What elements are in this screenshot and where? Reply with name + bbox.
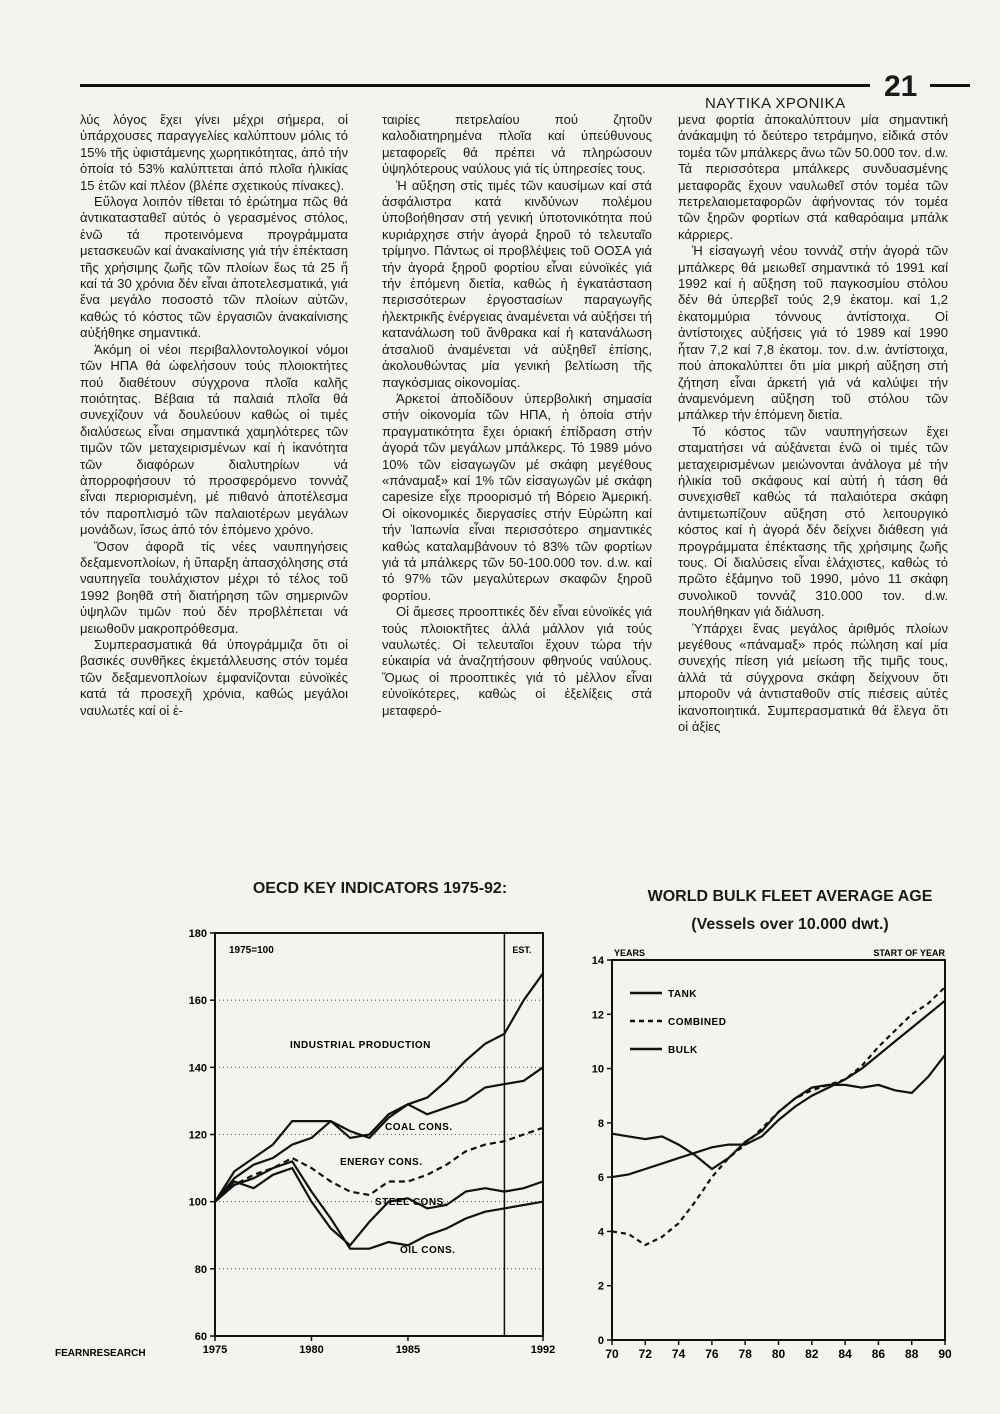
paragraph: Ἀκόμη οἱ νέοι περιβαλλοντολογικοί νόμοι τῶν ΗΠΑ θά ὠφελήσουν τούς πλοιοκτήτες πού διαθέτουν σύγχρονα πλοῖα καλῆς ποιότητας. Βέβαια τά παλαιά πλοῖα θά συνεχίζουν νά δουλεύουν καθώς οἱ τιμές διαλύσεως εἶναι σημαντικά χαμηλότερες τῶν τιμῶν τῶν μεταχειρισμένων καί ἡ ἱκανότητα τῶν διαφόρων διαλυτηρίων νά ἀπορροφήσουν τό προσφερόμενο τοννάζ εἶναι περιορισμένη, μέ πιθανό ἀποτέλεσμα τόν παροπλισμό τῶν παλαιοτέρων μεγάλων μονάδων, ἴσως ἀπό τόν ἑπόμενο χρόνο. xyxy=(80,341,348,538)
series-label: INDUSTRIAL PRODUCTION xyxy=(290,1040,431,1051)
source-label: FEARNRESEARCH xyxy=(55,1348,146,1359)
y-tick-label: 160 xyxy=(188,995,207,1008)
y-tick-label: 12 xyxy=(591,1009,604,1022)
chart2-subtitle: (Vessels over 10.000 dwt.) xyxy=(691,916,889,933)
y-tick-label: 8 xyxy=(597,1117,604,1130)
paragraph: Τό κόστος τῶν ναυπηγήσεων ἔχει σταματήσει νά αὐξάνεται ἐνῶ οἱ τιμές τῶν μεταχειρισμένων μειώνονται ἀνάλογα μέ τήν ἡλικία τοῦ σκάφους καί αὐτή ἡ τάση θά συνεχισθεῖ καθώς τά παλαιότερα σκάφη ἀντιμετωπίζουν αὔξηση στό λειτουργικό κόστος καί ἡ ἀγορά δέν δείχνει διάθεση γιά προγράμματα ἐπέκτασης τῆς χρήσιμης ζωῆς τους. Οἱ διαλύσεις εἶναι ἐλάχιστες, καθώς τό πρῶτο ἑξάμηνο τοῦ 1990, μόνο 11 σκάφη συνολικοῦ τοννάζ 310.000 τον. d.w. πουλήθηκαν γιά διάλυση. xyxy=(678,423,948,620)
y-tick-label: 2 xyxy=(597,1280,604,1293)
series-line-combined xyxy=(612,987,945,1245)
x-tick-label: 74 xyxy=(671,1347,686,1361)
legend-label: COMBINED xyxy=(668,1017,727,1028)
legend-label: BULK xyxy=(668,1045,698,1056)
series-label: OIL CONS. xyxy=(400,1245,456,1256)
plot-frame xyxy=(612,960,945,1340)
y-tick-label: 60 xyxy=(194,1331,207,1343)
y-tick-label: 10 xyxy=(591,1063,604,1076)
y-tick-label: 140 xyxy=(188,1062,207,1075)
y-axis-label: YEARS xyxy=(614,948,646,958)
x-tick-label: 72 xyxy=(638,1347,652,1361)
paragraph: μενα φορτία ἀποκαλύπτουν μία σημαντική ἀνάκαμψη τό δεύτερο τετράμηνο, εἰδικά στόν τομέα τῶν μπάλκερς ἄνω τῶν 50.000 τον. d.w. Τά περισσότερα μπάλκερς συνδυασμένης μεταφορᾶς ἔχουν ναυλωθεῖ στόν τομέα τῶν πετρελαιομεταφορῶν ἀφήνοντας τόν τομέα τῶν ξηρῶν φορτίων στά καθαρόαιμα μπάλκ κάρριερς. xyxy=(678,112,948,242)
x-tick-label: 88 xyxy=(905,1347,919,1361)
page-number: 21 xyxy=(884,70,918,103)
y-tick-label: 80 xyxy=(194,1263,207,1276)
x-axis-note: START OF YEAR xyxy=(873,948,945,958)
y-tick-label: 100 xyxy=(188,1196,207,1209)
x-tick-label: 78 xyxy=(738,1347,752,1361)
series-label: COAL CONS. xyxy=(385,1122,453,1133)
x-tick-label: 86 xyxy=(871,1347,886,1361)
y-tick-label: 120 xyxy=(188,1129,207,1142)
series-line-bulk xyxy=(612,1001,945,1177)
y-tick-label: 4 xyxy=(597,1226,604,1239)
x-tick-label: 1980 xyxy=(299,1344,324,1356)
paragraph: Οἱ ἄμεσες προοπτικές δέν εἶναι εὐνοϊκές γιά τούς πλοιοκτῆτες ἀλλά μάλλον γιά τούς ναυλωτές. Οἱ τελευταῖοι ἔχουν τώρα τήν εὐκαιρία νά ἀναζητήσουν φθηνούς ναύλους. Ὅμως οἱ προοπτικές γιά τό μέλλον εἶναι εὐνοϊκότερες, καθώς οἱ ἐξελίξεις στά μεταφερό- xyxy=(382,604,652,718)
x-tick-label: 1992 xyxy=(530,1344,556,1356)
paragraph: ταιρίες πετρελαίου πού ζητοῦν καλοδιατηρημένα πλοῖα καί ὑπεύθυνους μεταφορεῖς θά πρέπει νά πληρώσουν ὑψηλότερους ναύλους γιά τίς ὑπηρεσίες τους. xyxy=(382,112,652,177)
x-tick-label: 80 xyxy=(771,1347,786,1361)
index-note: 1975=100 xyxy=(229,945,274,956)
journal-title: ΝΑΥΤΙΚΑ ΧΡΟΝΙΚΑ xyxy=(705,95,846,112)
x-tick-label: 84 xyxy=(838,1347,852,1361)
x-tick-label: 1985 xyxy=(395,1344,421,1356)
chart1-title: OECD KEY INDICATORS 1975-92: xyxy=(252,880,508,897)
y-tick-label: 180 xyxy=(188,928,207,940)
paragraph: Συμπερασματικά θά ὑπογράμμιζα ὅτι οἱ βασικές συνθῆκες ἐκμετάλλευσης στόν τομέα τῶν δεξαμενοπλοίων ἐμφανίζονται εὐνοϊκές κατά τά προσεχῆ χρόνια, καθώς μεγάλοι ναυλωτές καί οἱ ἑ- xyxy=(80,637,348,718)
paragraph: Ἡ εἰσαγωγή νέου τοννάζ στήν ἀγορά τῶν μπάλκερς θά μειωθεῖ σημαντικά τό 1991 καί 1992 καί ἡ αὔξηση τοῦ παγκοσμίου στόλου δέν θά ὑπερβεῖ τούς 2,9 ἑκατομ. καί 1,2 ἑκατομμύρια τόννους ἀντίστοιχα. Οἱ ἀντίστοιχες αὐξήσεις γιά τό 1989 καί 1990 ἦταν 7,2 καί 7,8 ἑκατομ. τον. d.w. ἀντίστοιχα, πού ἀποκαλύπτει ὅτι μία μικρή αὔξηση στή ζήτηση εἶναι ἀρκετή γιά νά καλύψει τήν ἀναμενόμενη αὔξηση τοῦ στόλου τῶν μπάλκερ τήν ἑπόμενη διετία. xyxy=(678,243,948,423)
series-label: ENERGY CONS. xyxy=(340,1157,423,1168)
paragraph: λύς λόγος ἔχει γίνει μέχρι σήμερα, οἱ ὑπάρχουσες παραγγελίες καλύπτουν μόλις τό 15% τῆς ὑφιστάμενης χωρητικότητας, ἀπό τήν ὁποία τό 53% καλύπτεται ἀπό πλοῖα ἡλικίας 15 ἐτῶν καί πλέον (βλέπε σχετικούς πίνακες). xyxy=(80,112,348,193)
y-tick-label: 6 xyxy=(597,1172,604,1185)
x-tick-label: 90 xyxy=(938,1347,952,1361)
series-label: STEEL CONS. xyxy=(375,1197,447,1208)
y-tick-label: 14 xyxy=(591,955,604,967)
x-tick-label: 76 xyxy=(705,1347,719,1361)
paragraph: Ὑπάρχει ἕνας μεγάλος ἀριθμός πλοίων μεγέθους «πάναμαξ» πρός πώληση καί μία συνεχής πίεση γιά μείωση τῆς τιμῆς τους, ἀλλά τά σύγχρονα σκάφη δείχνουν ὅτι μποροῦν νά ἀντισταθοῦν στίς πιέσεις αὐτές ἱκανοποιητικά. Συμπερασματικά θά ἔλεγα ὅτι οἱ ἀξίες xyxy=(678,620,948,735)
paragraph: Ἀρκετοί ἀποδίδουν ὑπερβολική σημασία στήν οἰκονομία τῶν ΗΠΑ, ἡ ὁποία στήν πραγματικότητα ἔχει ὁριακή ἐπίδραση στήν ἀγορά τῶν μεγάλων μπάλκερς. Τό 1989 μόνο 10% τῶν εἰσαγωγῶν μέ σκάφη μεγέθους «πάναμαξ» καί 1% τῶν εἰσαγωγῶν μέ σκάφη capesize εἶχε προορισμό τή Βόρειο Ἀμερική. Οἱ οἰκονομικές διεργασίες στήν Εὐρώπη καί τήν Ἰαπωνία εἶναι περισσότερο σημαντικές καθώς καταλαμβάνουν τό 83% τῶν φορτίων γιά τά μπάλκερς τῶν 50-100.000 τον. d.w. καί τό 97% τῶν μεγαλύτερων σκαφῶν ξηροῦ φορτίου. xyxy=(382,390,652,603)
chart2-title: WORLD BULK FLEET AVERAGE AGE xyxy=(647,888,933,905)
paragraph: Ἡ αὔξηση στίς τιμές τῶν καυσίμων καί στά ἀσφάλιστρα κατά κινδύνων πολέμου ὑποβοήθησαν στή γενική ὑποτονικότητα πού κυριάρχησε στήν ἀγορά ξηροῦ τό τελευταῖο τρίμηνο. Πάντως οἱ προβλέψεις τοῦ ΟΟΣΑ γιά τήν ἀγορά ξηροῦ φορτίου εἶναι εὐνοϊκές γιά τήν ἑπόμενη διετία, καθώς ἡ ἐγκατάσταση περισσότερων ἐργοστασίων παραγωγῆς ἠλεκτρικῆς ἐνέργειας ἀναμένεται νά αὐξήσει τή κατανάλωση τοῦ ἄνθρακα καί ἡ κατανάλωση ἀτσαλιοῦ ἀναμένεται νά αὐξηθεῖ ἐπίσης, ἀκολουθώντας μία γενική βελτίωση τῆς παγκόσμιας οἰκονομίας. xyxy=(382,177,652,390)
paragraph: Εὔλογα λοιπόν τίθεται τό ἐρώτημα πῶς θά ἀντικατασταθεῖ αὐτός ὁ γερασμένος στόλος, ἐνῶ τά προτεινόμενα προγράμματα μετασκευῶν καί ἀνακαίνισης γιά τήν ἐπέκταση τῆς χρήσιμης ζωῆς τῶν πλοίων ἕως τά 25 ἤ καί τά 30 χρόνια δέν εἶναι ἀποτελεσματικά, γιά ἕνα μεγάλο ποσοστό τῶν πλοίων αὐτῶν, καθώς τό κόστος τῶν ἐργασιῶν ἀνακαίνισης αὐξήθηκε σημαντικά. xyxy=(80,194,348,341)
x-tick-label: 1975 xyxy=(202,1344,228,1356)
legend-label: TANK xyxy=(668,989,698,1000)
y-tick-label: 0 xyxy=(597,1335,604,1347)
estimate-label: EST. xyxy=(512,945,532,955)
x-tick-label: 70 xyxy=(605,1347,619,1361)
paragraph: Ὅσον ἀφορᾶ τίς νέες ναυπηγήσεις δεξαμενοπλοίων, ἡ ὕπαρξη ἀπασχόλησης στά ναυπηγεῖα τουλάχιστον μέχρι τό τέλος τοῦ 1992 βοηθᾶ στή διατήρηση τῶν σημερινῶν ὑψηλῶν τιμῶν πού δέν προβλέπεται νά μειωθοῦν μακροπρόθεσμα. xyxy=(80,538,348,636)
x-tick-label: 82 xyxy=(805,1347,819,1361)
